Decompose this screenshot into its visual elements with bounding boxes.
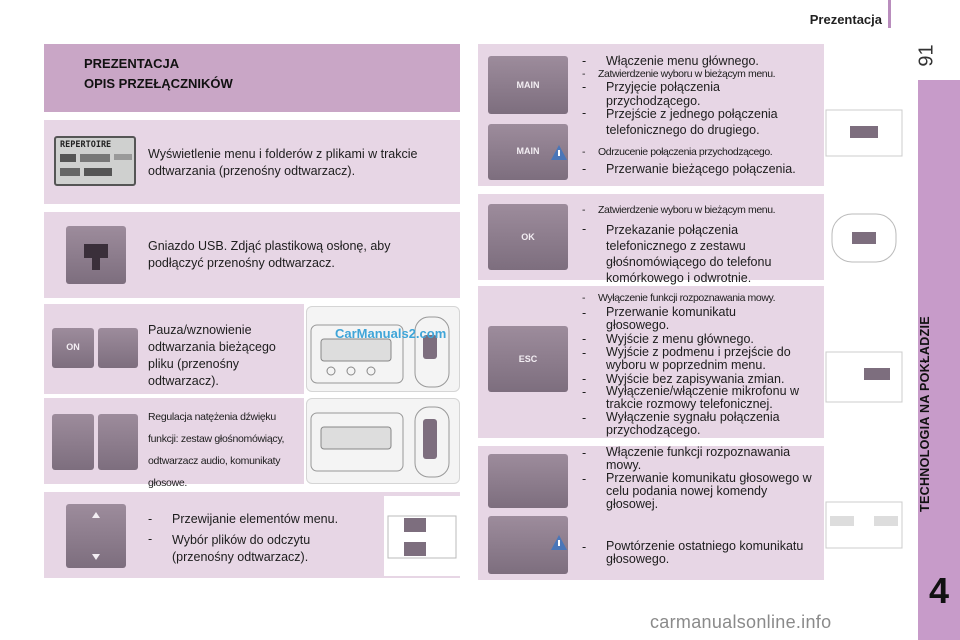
repertoire-description: Wyświetlenie menu i folderów z plikami w trakcie odtwarzania (przenośny odtwarzacz). bbox=[148, 147, 418, 178]
chapter-number: 4 bbox=[928, 570, 950, 611]
esc-item-3: Wyjście z menu głównego. bbox=[606, 332, 754, 346]
main-item-3: Przyjęcie połączenia przychodzącego. bbox=[606, 80, 720, 108]
ok-button-image bbox=[488, 204, 568, 270]
esc-item-7: Wyłączenie sygnału połączenia przychodzącego. bbox=[606, 410, 780, 437]
main-item-2: Zatwierdzenie wyboru w bieżącym menu. bbox=[598, 68, 776, 80]
pause-knob-image bbox=[98, 328, 138, 368]
warning-icon bbox=[550, 144, 568, 162]
control-pad-voice-icon bbox=[824, 498, 904, 554]
radio-diagram-volume bbox=[306, 398, 460, 484]
page-number: 91 bbox=[915, 44, 938, 67]
on-button-label: ON bbox=[66, 342, 80, 352]
control-pad-icon bbox=[384, 496, 460, 576]
scroll-diagram bbox=[384, 496, 460, 576]
volume-ring-image bbox=[52, 414, 94, 470]
chapter-tab-label: TECHNOLOGIA NA POKŁADZIE bbox=[918, 316, 932, 512]
footer-watermark: carmanualsonline.info bbox=[650, 612, 832, 632]
usb-icon bbox=[66, 226, 126, 284]
esc-item-4: Wyjście z podmenu i przejście do wyboru w poprzednim menu. bbox=[606, 345, 791, 372]
page-subtitle: OPIS PRZEŁĄCZNIKÓW bbox=[84, 76, 233, 91]
control-pad-esc-icon bbox=[824, 348, 904, 408]
ok-item-1: Zatwierdzenie wyboru w bieżącym menu. bbox=[598, 204, 776, 216]
main-item-6: Przerwanie bieżącego połączenia. bbox=[606, 162, 796, 176]
volume-description: Regulacja natężenia dźwięku funkcji: zestaw głośnomówiący, odtwarzacz audio, komunikaty głosowe. bbox=[148, 411, 285, 489]
voice-diagram bbox=[824, 498, 904, 554]
watermark-inline: CarManuals2.com bbox=[335, 326, 447, 341]
up-down-arrows-icon bbox=[66, 504, 126, 568]
header-rule bbox=[888, 0, 891, 28]
voice-item-2: Przerwanie komunikatu głosowego w celu podania nowej komendy głosowej. bbox=[606, 471, 812, 511]
voice-item-1: Włączenie funkcji rozpoznawania mowy. bbox=[606, 445, 791, 472]
main-item-1: Włączenie menu głównego. bbox=[606, 54, 759, 68]
lcd-display bbox=[54, 136, 136, 186]
ok-button-label: OK bbox=[521, 232, 535, 242]
main-button-label-1: MAIN bbox=[516, 80, 540, 90]
scroll-item-1: Przewijanie elementów menu. bbox=[172, 512, 339, 526]
main-item-5: Odrzucenie połączenia przychodzącego. bbox=[598, 146, 773, 158]
main-diagram bbox=[824, 106, 904, 162]
voice-item-3: Powtórzenie ostatniego komunikatu głosowego. bbox=[606, 539, 804, 566]
esc-item-5: Wyjście bez zapisywania zmian. bbox=[606, 372, 785, 386]
voice-button-image-1 bbox=[488, 454, 568, 508]
lcd-segments-icon bbox=[58, 152, 136, 182]
scroll-wheel-image bbox=[66, 504, 126, 568]
ok-item-2: Przekazanie połączenia telefonicznego z zestawu głośnomówiącego do telefonu komórkowego i odwrotnie. bbox=[606, 223, 772, 285]
esc-item-2: Przerwanie komunikatu głosowego. bbox=[606, 305, 736, 332]
warning-icon-2 bbox=[550, 534, 568, 552]
pause-description: Pauza/wznowienie odtwarzania bieżącego pliku (przenośny odtwarzacz). bbox=[148, 323, 276, 388]
control-pad-ok-icon bbox=[824, 208, 904, 268]
esc-item-1: Wyłączenie funkcji rozpoznawania mowy. bbox=[598, 292, 776, 304]
ok-diagram bbox=[824, 208, 904, 268]
usb-port bbox=[66, 226, 126, 284]
steering-volume-icon bbox=[307, 399, 461, 485]
esc-button-label: ESC bbox=[518, 354, 538, 364]
lcd-title: REPERTOIRE bbox=[60, 140, 112, 150]
esc-diagram bbox=[824, 348, 904, 408]
page-title: PREZENTACJA bbox=[84, 56, 180, 71]
main-button-image-1 bbox=[488, 56, 568, 114]
main-item-4: Przejście z jednego połączenia telefonicznego do drugiego. bbox=[606, 107, 778, 137]
scroll-item-2: Wybór plików do odczytu (przenośny odtwarzacz). bbox=[172, 533, 311, 564]
usb-description: Gniazdo USB. Zdjąć plastikową osłonę, aby podłączyć przenośny odtwarzacz. bbox=[148, 239, 391, 270]
section-title: Prezentacja bbox=[809, 12, 882, 27]
on-button-image bbox=[52, 328, 94, 368]
control-pad-main-icon bbox=[824, 106, 904, 162]
steering-control-icon bbox=[307, 307, 461, 393]
main-button-label-2: MAIN bbox=[516, 146, 540, 156]
radio-diagram-pause bbox=[306, 306, 460, 392]
volume-knob-image bbox=[98, 414, 138, 470]
esc-button-image bbox=[488, 326, 568, 392]
esc-item-6: Wyłączenie/włączenie mikrofonu w trakcie rozmowy telefonicznej. bbox=[606, 384, 800, 411]
